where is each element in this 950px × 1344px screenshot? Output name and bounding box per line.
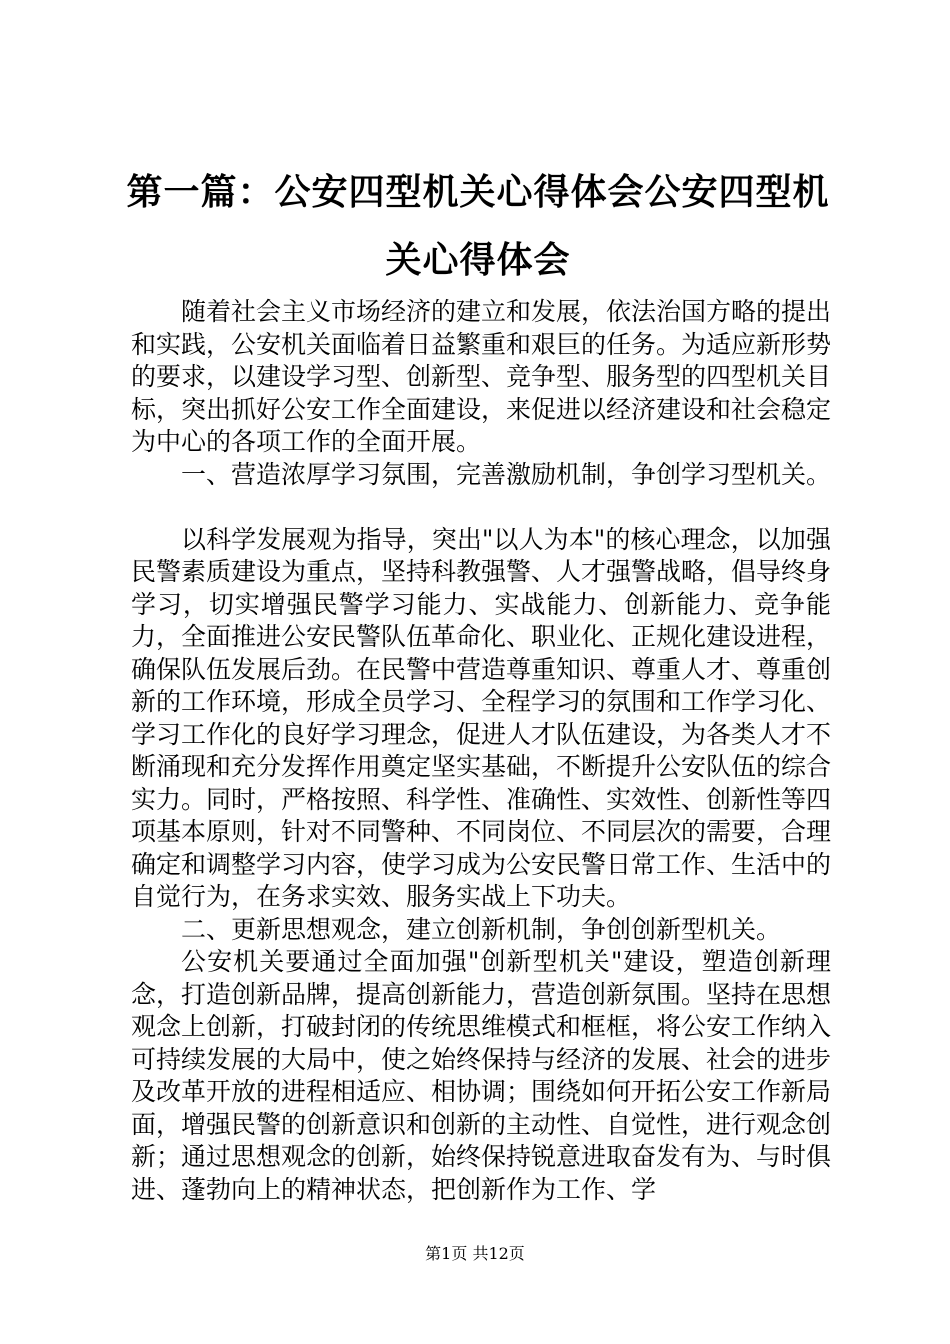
paragraph-innovation: 公安机关要通过全面加强"创新型机关"建设，塑造创新理念，打造创新品牌，提高创新能力，营造创新氛围。坚持在思想观念上创新，打破封闭的传统思维模式和框框，将公安工作纳入可持续发展的大局中，使之始终保持与经济的发展、社会的进步及改革开放的进程相适应、相协调；围绕如何开拓公安工作新局面，增强民警的创新意识和创新的主动性、自觉性，进行观念创新；通过思想观念的创新，始终保持锐意进取奋发有为、与时俱进、蓬勃向上的精神状态，把创新作为工作、学: [131, 947, 832, 1204]
section-heading-1: 一、营造浓厚学习氛围，完善激励机制，争创学习型机关。: [181, 459, 832, 489]
page-number-footer: 第1页 共12页: [425, 1244, 525, 1263]
blank-line: [131, 491, 831, 524]
paragraph-intro: 随着社会主义市场经济的建立和发展，依法治国方略的提出和实践，公安机关面临着日益繁重和艰巨的任务。为适应新形势的要求，以建设学习型、创新型、竞争型、服务型的四型机关目标，突出抓好公安工作全面建设，来促进以经济建设和社会稳定为中心的各项工作的全面开展。: [131, 297, 832, 456]
document-title: 第一篇：公安四型机关心得体会公安四型机关心得体会: [126, 171, 830, 281]
paragraph-learning: 以科学发展观为指导，突出"以人为本"的核心理念，以加强民警素质建设为重点，坚持科教强警、人才强警战略，倡导终身学习，切实增强民警学习能力、实战能力、创新能力、竞争能力，全面推进公安民警队伍革命化、职业化、正规化建设进程，确保队伍发展后劲。在民警中营造尊重知识、尊重人才、尊重创新的工作环境，形成全员学习、全程学习的氛围和工作学习化、学习工作化的良好学习理念，促进人才队伍建设，为各类人才不断涌现和充分发挥作用奠定坚实基础，不断提升公安队伍的综合实力。同时，严格按照、科学性、准确性、实效性、创新性等四项基本原则，针对不同警种、不同岗位、不同层次的需要，合理确定和调整学习内容，使学习成为公安民警日常工作、生活中的自觉行为，在务求实效、服务实战上下功夫。: [131, 524, 832, 911]
section-heading-2: 二、更新思想观念，建立创新机制，争创创新型机关。: [181, 914, 782, 944]
document-body: [131, 296, 831, 1206]
